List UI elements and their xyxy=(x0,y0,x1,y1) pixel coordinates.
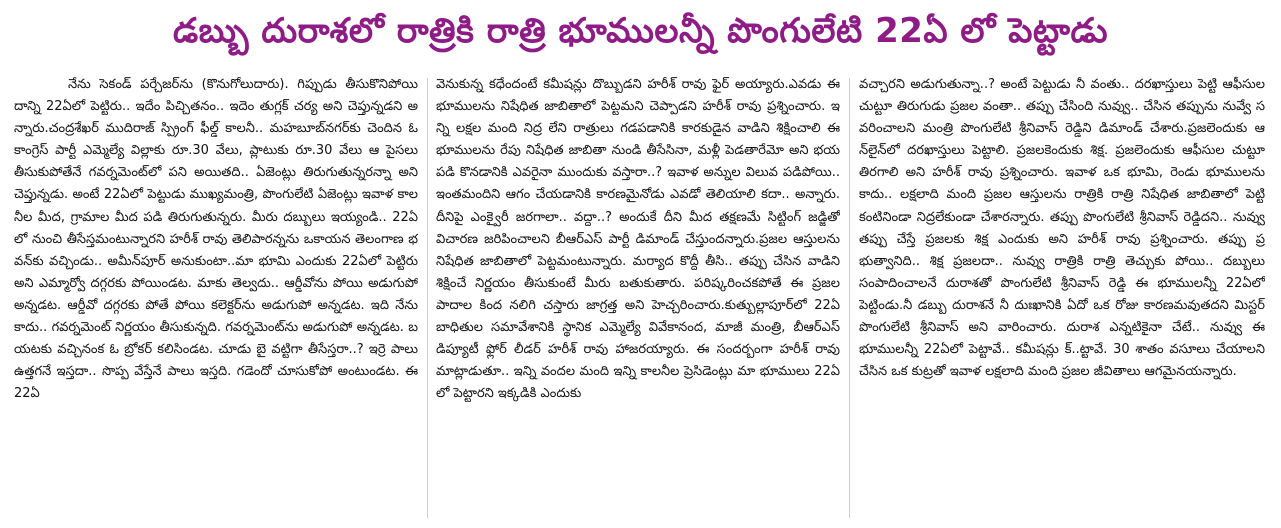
column-1-paragraph: నేను సెకండ్ పర్చేజర్‌ను (కొనుగోలుదారు). గిప్పుడు తీసుకొనిపోయి దాన్ని 22ఏలో పెట్టిరు.. ఇదేం పిచ్చితనం.. ఇదెం తుగ్లక్ చర్య అని చెప్తున్నడని అన్నారు.చంద్రశేఖర్ ముదిరాజ్ స్ప్రింగ్ ఫీల్డ్ కాలనీ.. మహబూబ్‌నగర్‌కు చెందిన ఓ కాంగ్రెస్ పార్టీ ఎమ్మెల్యే విల్లాకు రూ.30 వేలు, ప్లాటుకు రూ.30 వేలు ఆ పైసలు తీసుకుపోతేనే గవర్నమెంట్‌లో పని అయితది.. ఏజెంట్లు తిరుగుతున్నరన్నా అని చెప్తున్నడు. అంటే 22ఏలో పెట్టుడు ముఖ్యమంత్రి, పొంగులేటి ఏజెంట్లు ఇవాళ కాలనీల మీద, గ్రామాల మీద పడి తిరుగుతున్నరు. మీరు దబ్బులు ఇయ్యండి.. 22ఏలో నుంచి తీసేస్తమంటున్నారని హరీశ్ రావు తెలిపారన్నను ఒకాయన తెలంగాణ భవన్‌కు వచ్చిండు.. అమీన్‌పూర్ అనుకుంటా..మా భూమి ఎందుకు 22ఏలో పెట్టిరు అని ఎమ్మార్వో దగ్గరకు పోయిండట. మాకు తెల్వదు.. ఆర్డీవోను పోయి అడుగుపో అన్నడట. ఆర్డీవో దగ్గరకు పోతే పోయి కలెక్టర్‌ను అడుగుపో అన్నడట. ఇది నేను కాదు.. గవర్నమెంట్ నిర్ణయం తీసుకున్నది. గవర్నమెంట్‌ను అడుగుపో అన్నడట. బయటకు వచ్చినంక ఓ బ్రోకర్ కలిసిండట. చూడు బై వట్టిగా తీసేస్తరా..? ఇర్రె పాలు ఉత్తగనే ఇస్తదా.. సొప్ప వేస్తేనే పాలు ఇస్తది. గడెందో చూసుకోపో అంటుండట. ఈ 22ఏ xyxy=(14,77,418,402)
column-2-paragraph: వెనుకున్న కధేందంటే కమీషన్లు దొబ్బుడని హరీశ్ రావు ఫైర్ అయ్యారు.ఎవడు ఈ భూములను నిషేధిత జాబితాలో పెట్టమని చెప్పాడని హరీశ్ రావు ప్రశ్నించారు. ఇన్ని లక్షల మంది నిద్ర లేని రాత్రులు గడపడానికి కారకుడైన వాడిని శిక్షించాలి ఈ భూములను రేపు నిషేధిత జాబితా నుండి తీసేసినా, మళ్లీ పెడతారేమో అని భయపడి కొనడానికి ఎవరైనా ముందుకు వస్తారా..? ఇవాళ అన్నుల విలువ పడిపోయి.. ఇంతమందిని ఆగం చేయడానికి కారణమైనోడు ఎవడో తెలియాలి కదా.. అన్నారు. దీనిపై ఎంక్వైరీ జరగాలా.. వద్దా..? అందుకే దీని మీద తక్షణమే సిట్టింగ్ జడ్జితో విచారణ జరిపించాలని బీఆర్ఎస్ పార్టీ డిమాండ్ చేస్తుందన్నారు.ప్రజల ఆస్తులను నిషేధిత జాబితాలో పెట్టమంటున్నారు. మర్యాద కొద్దీ తీసి.. తప్పు చేసిన వాడిని శిక్షించే నిర్ణయం తీసుకుంటే మీరు బతుకుతారు. పరిష్కరించకపోతే ఈ ప్రజల పాదాల కింద నలిగి చస్తారు జాగ్రత్త అని హెచ్చరించారు.కుత్బుల్లాపూర్‌లో 22ఏ బాధితుల సమావేశానికి స్థానిక ఎమ్మెల్యే వివేకానంద, మాజీ మంత్రి, బీఆర్ఎస్ డిప్యూటీ ఫ్లోర్ లీడర్ హరీశ్ రావు హాజరయ్యారు. ఈ సందర్బంగా హరీశ్ రావు మాట్లాడుతూ.. ఇన్ని వందల మంది ఇన్ని కాలనీల ప్రెసిడెంట్లు మా భూములు 22ఏలో పెట్టారని ఇక్కడికి ఎందుకు xyxy=(436,77,840,402)
article-column-3 xyxy=(859,74,1265,524)
column-3-paragraph: వచ్చారని అడుగుతున్నా..? అంటే పెట్టుడు నీ వంతు.. దరఖాస్తులు పెట్టి ఆఫీసుల చుట్టూ తిరుగుడు ప్రజల వంతా.. తప్పు చేసింది నువ్వు.. చేసిన తప్పును నువ్వే సవరించాలని మంత్రి పొంగులేటి శ్రీనివాస్ రెడ్డిని డిమాండ్ చేశారు.ప్రజలెందుకు ఆన్‌లైన్‌లో దరఖాస్తులు పెట్టాలి. ప్రజలకెందుకు శిక్ష. ప్రజలెందుకు ఆఫీసుల చుట్టూ తిరగాలి అని హరీశ్ రావు ప్రశ్నించారు. ఇవాళ ఒక భూమి, రెండు భూములను కాదు.. లక్షలాది మంది ప్రజల ఆస్తులను రాత్రికి రాత్రి నిషేధిత జాబితాలో పెట్టి కంటినిండా నిద్రలేకుండా చేశారన్నారు. తప్పు పొంగులేటి శ్రీనివాస్ రెడ్డిదని.. నువ్వు తప్పు చేస్తే ప్రజలకు శిక్ష ఎందుకు అని హరీశ్ రావు ప్రశ్నించారు. తప్పు ప్రభుత్వానిది.. శిక్ష ప్రజలదా.. నువ్వు రాత్రికి రాత్రి తెచ్చుకు పోయి.. దబ్బులు సంపాదించాలనే దురాశతో పొంగులేటి శ్రీనివాస్ రెడ్డి ఈ భూములన్నీ 22ఏలో పెట్టిండు.నీ డబ్బు దురాశనే నీ దుఃఖానికి ఏదో ఒక రోజు కారణమవుతదని మిస్టర్ పొంగులేటి శ్రీనివాస్ అని వారించారు. దురాశ ఎన్నటికైనా చేటే.. నువ్వు ఈ భూములన్నీ 22ఏలో పెట్టావే.. కమీషన్లు క్..ట్టావే. 30 శాతం వసూలు చేయాలని చేసిన ఒక కుట్రతో ఇవాళ లక్షలాది మంది ప్రజల జీవితాలు ఆగమైనయన్నారు. xyxy=(859,77,1265,380)
article-column-2 xyxy=(436,74,840,524)
article-body xyxy=(14,74,1272,524)
column-divider xyxy=(427,78,428,518)
column-divider xyxy=(849,78,850,518)
column-1-text xyxy=(14,74,418,405)
article-column-1 xyxy=(14,74,418,524)
article-headline: డబ్బు దురాశలో రాత్రికి రాత్రి భూములన్నీ పొంగులేటి 22ఏ లో పెట్టాడు xyxy=(173,11,1108,51)
